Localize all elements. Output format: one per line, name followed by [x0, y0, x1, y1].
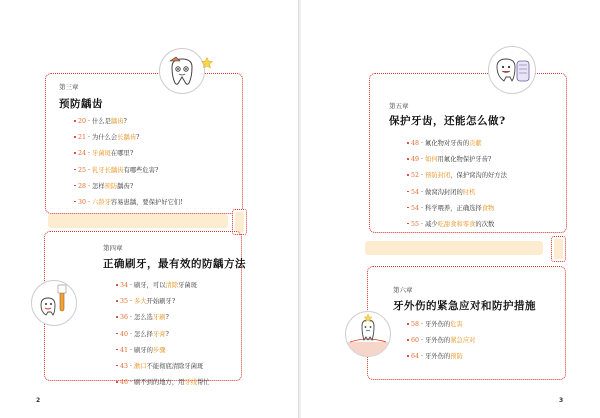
toc-entry[interactable] [411, 220, 507, 236]
toc-keyword: 时机 [462, 188, 476, 196]
toc-entry[interactable] [78, 117, 183, 133]
toc-entry[interactable] [120, 330, 210, 346]
toc-page-number: 54 [411, 204, 420, 212]
toc-keyword: 预防 [104, 182, 118, 190]
toc-separator: · [419, 337, 426, 345]
toc-separator: · [128, 362, 135, 370]
toc-separator: · [86, 198, 93, 206]
toc-text: 用氟化物保护牙齿? [437, 156, 492, 164]
toc-entry[interactable] [120, 281, 210, 297]
bullet-dot [407, 339, 409, 341]
toc-keyword: 吃甜食和零食 [437, 220, 476, 228]
star-icon [201, 57, 213, 69]
tooth-smile-icon [488, 46, 536, 94]
toc-keyword: 牙刷 [152, 314, 166, 322]
toc-keyword: 预防封闭 [425, 172, 451, 180]
toc-text: 为什么会 [92, 134, 118, 142]
toc-text: 牙外伤的 [425, 321, 451, 328]
section-divider-band [48, 214, 228, 228]
toc-keyword: 乳牙长龋齿 [92, 166, 124, 174]
toc-separator: · [128, 346, 135, 354]
toc-text: 在哪里? [110, 150, 134, 158]
chapter4-title: 正确刷牙，最有效的防龋方法 [103, 258, 246, 270]
toc-text: ，保护窝沟的好方法 [450, 172, 507, 180]
bullet-dot [407, 323, 409, 325]
bullet-dot [74, 152, 76, 154]
toc-entry[interactable] [411, 320, 475, 336]
toc-text: 不能彻底清除牙菌斑 [146, 362, 204, 370]
toc-keyword: 如何 [425, 156, 438, 164]
chapter3-title: 预防龋齿 [59, 98, 103, 110]
toc-text: 牙菌斑 [178, 282, 197, 289]
toc-keyword: 贡献 [469, 140, 482, 147]
chapter6-toc [411, 320, 475, 369]
toc-separator: · [128, 330, 135, 338]
toc-page-number: 64 [411, 353, 420, 361]
toc-page-number: 41 [120, 346, 129, 354]
toc-separator: · [128, 298, 135, 306]
toc-keyword: 漱口 [134, 362, 147, 370]
toc-text: 科学喂养，正确选择 [425, 204, 482, 212]
divider-tab [551, 236, 566, 262]
toc-separator: · [128, 314, 135, 322]
right-page [301, 0, 600, 418]
toc-text: ? [165, 314, 169, 322]
toc-separator: · [419, 156, 426, 164]
toc-page-number: 46 [120, 379, 129, 387]
toothbrush-tooth-icon [31, 280, 77, 326]
chapter3-toc [78, 117, 183, 214]
toc-text: 氟化物对牙齿的 [425, 140, 470, 147]
toc-entry[interactable] [120, 297, 210, 313]
toc-keyword: 牙线 [184, 379, 197, 387]
toc-separator: · [419, 188, 426, 196]
toc-separator: · [86, 118, 93, 125]
toc-page-number: 35 [120, 298, 129, 306]
chapter5-toc [411, 139, 507, 236]
toc-page-number: 36 [120, 314, 129, 322]
injured-tooth-icon [345, 311, 391, 357]
bullet-dot [74, 169, 76, 171]
toc-separator: · [419, 353, 426, 361]
toc-keyword: 清除 [165, 282, 179, 289]
toc-text: 有哪些危害? [123, 166, 159, 174]
toc-text: 的次数 [475, 220, 495, 228]
left-page [0, 0, 299, 418]
toc-text: 龋齿? [117, 182, 134, 190]
toc-text: 减少 [425, 220, 438, 228]
toc-page-number: 20 [78, 118, 87, 125]
bullet-dot [116, 284, 118, 286]
toc-text: 牙外伤的 [425, 353, 451, 361]
chapter5-title: 保护牙齿，还能怎么做? [389, 115, 506, 127]
chapter4-toc [120, 281, 210, 394]
toc-entry[interactable] [78, 166, 183, 182]
toc-keyword: 紧急应对 [450, 337, 476, 345]
toc-entry[interactable] [411, 336, 475, 352]
toc-text: 怎么择 [134, 330, 153, 338]
toc-text: ? [165, 330, 169, 338]
chapter6-title: 牙外伤的紧急应对和防护措施 [393, 300, 536, 312]
toc-separator: · [86, 166, 93, 174]
chapter3-label: 第三章 [59, 83, 79, 91]
toc-page-number: 48 [411, 140, 420, 147]
toc-page-number: 24 [78, 150, 87, 158]
toc-separator: · [128, 379, 135, 387]
toc-text: ? [136, 134, 140, 142]
toc-separator: · [419, 140, 426, 147]
toc-page-number: 28 [78, 182, 87, 190]
toc-entry[interactable] [120, 346, 210, 362]
toc-entry[interactable] [411, 352, 475, 368]
toc-entry[interactable] [120, 362, 210, 378]
toc-page-number: 43 [120, 362, 129, 370]
tooth-character-icon [159, 48, 205, 94]
toc-separator: · [419, 204, 426, 212]
toc-entry[interactable] [78, 133, 183, 149]
toc-separator: · [86, 134, 93, 142]
toc-page-number: 30 [78, 198, 87, 206]
toc-text: 容易患龋，要保护好它们! [110, 198, 183, 206]
page-number-right: 3 [559, 397, 564, 404]
toc-separator: · [86, 182, 93, 190]
toc-keyword: 危害 [450, 321, 463, 328]
toc-entry[interactable] [411, 188, 507, 204]
toc-entry[interactable] [120, 378, 210, 394]
toc-page-number: 21 [78, 134, 87, 142]
toc-keyword: 牙膏 [152, 330, 166, 338]
toc-text: 刷牙，可以 [134, 282, 166, 289]
bullet-dot [407, 158, 409, 160]
bullet-dot [407, 142, 409, 144]
toc-text: 刷不到的地方，用 [134, 379, 185, 387]
bullet-dot [74, 120, 76, 122]
toc-separator: · [128, 282, 135, 289]
toc-separator: · [419, 172, 426, 180]
toc-text: 开始刷牙? [146, 298, 176, 306]
toc-text: 帮忙 [197, 379, 210, 387]
toc-page-number: 25 [78, 166, 87, 174]
toc-page-number: 49 [411, 156, 420, 164]
toc-entry[interactable] [411, 139, 507, 155]
toc-page-number: 54 [411, 188, 420, 196]
toc-page-number: 40 [120, 330, 129, 338]
toc-text: 什么是 [92, 118, 111, 125]
toc-entry[interactable] [78, 198, 183, 214]
toc-page-number: 34 [120, 282, 129, 289]
toc-text: 怎样 [92, 182, 105, 190]
toc-keyword: 龋齿 [110, 118, 124, 125]
toc-text: 怎么选 [134, 314, 153, 322]
toc-keyword: 六龄牙 [92, 198, 111, 206]
bullet-dot [407, 174, 409, 176]
toc-entry[interactable] [411, 171, 507, 187]
toc-separator: · [419, 220, 426, 228]
toc-keyword: 长龋齿 [117, 134, 137, 142]
toc-page-number: 58 [411, 321, 420, 328]
toc-entry[interactable] [78, 149, 183, 165]
bullet-dot [116, 316, 118, 318]
toc-entry[interactable] [120, 313, 210, 329]
toc-keyword: 步骤 [152, 346, 166, 354]
toc-keyword: 牙菌斑 [92, 150, 111, 158]
toc-separator: · [86, 150, 93, 158]
toc-text: 做窝沟封闭的 [425, 188, 463, 196]
toc-entry[interactable] [411, 155, 507, 171]
chapter5-label: 第五章 [389, 102, 409, 110]
toc-keyword: 预防 [450, 353, 463, 361]
toc-page-number: 52 [411, 172, 420, 180]
toc-page-number: 55 [411, 220, 420, 228]
chapter6-label: 第六章 [393, 286, 413, 294]
toc-keyword: 食物 [481, 204, 495, 212]
chapter4-label: 第四章 [103, 244, 123, 252]
page-number-left: 2 [36, 397, 41, 404]
bullet-dot [116, 300, 118, 302]
section-divider-band [365, 241, 543, 255]
toc-text: ? [123, 118, 127, 125]
bullet-dot [407, 355, 409, 357]
toc-keyword: 多大 [134, 298, 147, 306]
toc-separator: · [419, 321, 426, 328]
bullet-dot [407, 191, 409, 193]
toc-entry[interactable] [78, 182, 183, 198]
toc-entry[interactable] [411, 204, 507, 220]
toc-page-number: 60 [411, 337, 420, 345]
bullet-dot [116, 381, 118, 383]
bullet-dot [74, 136, 76, 138]
bullet-dot [116, 333, 118, 335]
toc-text: 牙外伤的 [425, 337, 451, 345]
toc-text: 刷牙的 [134, 346, 153, 354]
